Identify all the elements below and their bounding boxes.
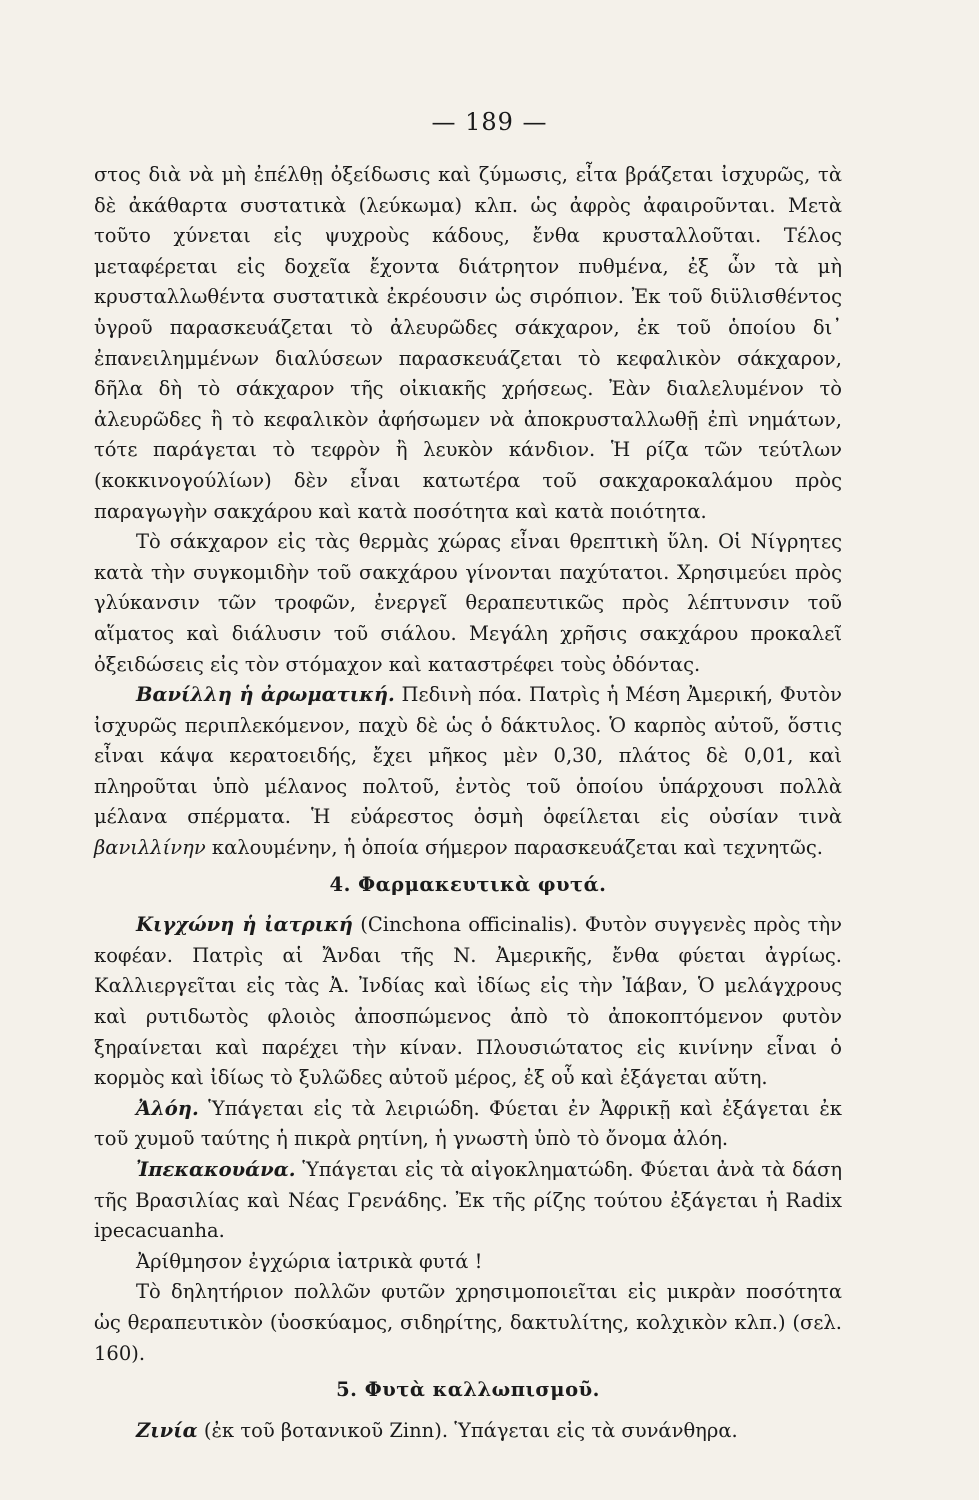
zinnia-heading: Ζινία	[136, 1418, 198, 1442]
vanilla-heading: Βανίλλη ἡ ἀρωματική.	[136, 683, 395, 707]
cinchona-heading: Κιγχώνη ἡ ἰατρική	[136, 913, 353, 937]
section-heading-medicinal: 4. Φαρμακευτικὰ φυτά.	[329, 872, 607, 896]
aloe-heading: Ἀλόη.	[136, 1096, 199, 1120]
page-text	[94, 160, 842, 1446]
page-number: — 189 —	[431, 108, 548, 136]
paragraph-aloe	[94, 1094, 842, 1155]
paragraph-zinnia	[94, 1416, 842, 1447]
paragraph-sugar-process: στος διὰ νὰ μὴ ἐπέλθῃ ὀξείδωσις καὶ ζύμωσις, εἶτα βράζεται ἰσχυρῶς, τὰ δὲ ἀκάθαρτα συστατικὰ (λεύκωμα) κλπ. ὡς ἀφρὸς ἀφαιροῦνται. Μετὰ τοῦτο χύνεται εἰς ψυχροὺς κάδους, ἔνθα κρυσταλλοῦται. Τέλος μεταφέρεται εἰς δοχεῖα ἔχοντα διάτρητον πυθμένα, ἐξ ὧν τὰ μὴ κρυσταλλωθέντα συστατικὰ ἐκρέουσιν ὡς σιρόπιον. Ἐκ τοῦ διϋλισθέντος ὑγροῦ παρασκευάζεται τὸ ἀλευρῶδες σάκχαρον, ἐκ τοῦ ὁποίου δι᾽ ἐπανειλημμένων διαλύσεων παρασκευάζεται τὸ κεφαλικὸν σάκχαρον, δῆλα δὴ τὸ σάκχαρον τῆς οἰκιακῆς χρήσεως. Ἐὰν διαλελυμένον τὸ ἀλευρῶδες ἢ τὸ κεφαλικὸν ἀφήσωμεν νὰ ἀποκρυσταλλωθῇ ἐπὶ νημάτων, τότε παράγεται τὸ τεφρὸν ἢ λευκὸν κάνδιον. Ἡ ρίζα τῶν τεύτλων (κοκκινογούλίων) δὲν εἶναι κατωτέρα τοῦ σακχαροκαλάμου πρὸς παραγωγὴν σακχάρου καὶ κατὰ ποσότητα καὶ κατὰ ποιότητα.	[94, 163, 842, 523]
zinnia-text: (ἐκ τοῦ βοτανικοῦ Zinn). Ὑπάγεται εἰς τὰ συνάνθηρα.	[197, 1418, 738, 1442]
vanilla-text-a: Πεδινὴ πόα. Πατρὶς ἡ Μέση Ἀμερική, Φυτὸν ἰσχυρῶς περιπλεκόμενον, παχὺ δὲ ὡς ὁ δάκτυλος. Ὁ καρπὸς αὐτοῦ, ὅστις εἶναι κάψα κερατοειδής, ἔχει μῆκος μὲν 0,30, πλάτος δὲ 0,01, καὶ πληροῦται ὑπὸ μέλανος πολτοῦ, ἐντὸς τοῦ ὁποίου ὑπάρχουσι πολλὰ μέλανα σπέρματα. Ἡ εὐάρεστος ὀσμὴ ὀφείλεται εἰς οὐσίαν τινὰ	[94, 683, 842, 829]
paragraph-cinchona	[94, 910, 842, 1094]
ipecac-text: Ὑπάγεται εἰς τὰ αἰγοκληματώδη. Φύεται ἀνὰ τὰ δάση τῆς Βρασιλίας καὶ Νέας Γρενάδης. Ἐκ τῆς ρίζης τούτου ἐξάγεται ἡ Radix ipecacuanha.	[94, 1158, 842, 1243]
section-heading-ornamental: 5. Φυτὰ καλλωπισμοῦ.	[336, 1378, 600, 1402]
vanillin-term: βανιλλίνην	[94, 836, 206, 860]
paragraph-exercise: Ἀρίθμησον ἐγχώρια ἰατρικὰ φυτά !	[136, 1249, 483, 1273]
aloe-text: Ὑπάγεται εἰς τὰ λειριώδη. Φύεται ἐν Ἀφρικῇ καὶ ἐξάγεται ἐκ τοῦ χυμοῦ ταύτης ἡ πικρὰ ρητίνη, ἡ γνωστὴ ὑπὸ τὸ ὄνομα ἀλόη.	[94, 1096, 842, 1151]
cinchona-text: (Cinchona officinalis). Φυτὸν συγγενὲς πρὸς τὴν κοφέαν. Πατρὶς αἱ Ἄνδαι τῆς Ν. Ἀμερικῆς, ἔνθα φύεται ἀγρίως. Καλλιεργεῖται εἰς τὰς Ἀ. Ἰνδίας καὶ ἰδίως εἰς τὴν Ἰάβαν, Ὁ μελάγχρους καὶ ρυτιδωτὸς φλοιὸς ἀποσπώμενος ἀπὸ τὸ ἀποκοπτόμενον φυτὸν ξηραίνεται καὶ παρέχει τὴν κίναν. Πλουσιώτατος εἰς κινίνην εἶναι ὁ κορμὸς καὶ ἰδίως τὸ ξυλῶδες αὐτοῦ μέρος, ἐξ οὗ καὶ ἐξάγεται αὕτη.	[94, 913, 842, 1090]
vanilla-text-b: καλουμένην, ἡ ὁποία σήμερον παρασκευάζεται καὶ τεχνητῶς.	[205, 836, 823, 860]
paragraph-poison: Τὸ δηλητήριον πολλῶν φυτῶν χρησιμοποιεῖται εἰς μικρὰν ποσότητα ὡς θεραπευτικὸν (ὑοσκύαμος, σιδηρίτης, δακτυλίτης, κολχικὸν κλπ.) (σελ. 160).	[94, 1280, 842, 1365]
ipecac-heading: Ἰπεκακουάνα.	[136, 1158, 296, 1181]
paragraph-vanilla	[94, 680, 842, 864]
paragraph-sugar-uses: Τὸ σάκχαρον εἰς τὰς θερμὰς χώρας εἶναι θρεπτικὴ ὕλη. Οἱ Νίγρητες κατὰ τὴν συγκομιδὴν τοῦ σακχάρου γίνονται παχύτατοι. Χρησιμεύει πρὸς γλύκανσιν τῶν τροφῶν, ἐνεργεῖ θεραπευτικῶς πρὸς λέπτυνσιν τοῦ αἵματος καὶ διάλυσιν τοῦ σιάλου. Μεγάλη χρῆσις σακχάρου προκαλεῖ ὀξειδώσεις εἰς τὸν στόμαχον καὶ καταστρέφει τοὺς ὀδόντας.	[94, 530, 842, 676]
paragraph-ipecac	[94, 1155, 842, 1247]
